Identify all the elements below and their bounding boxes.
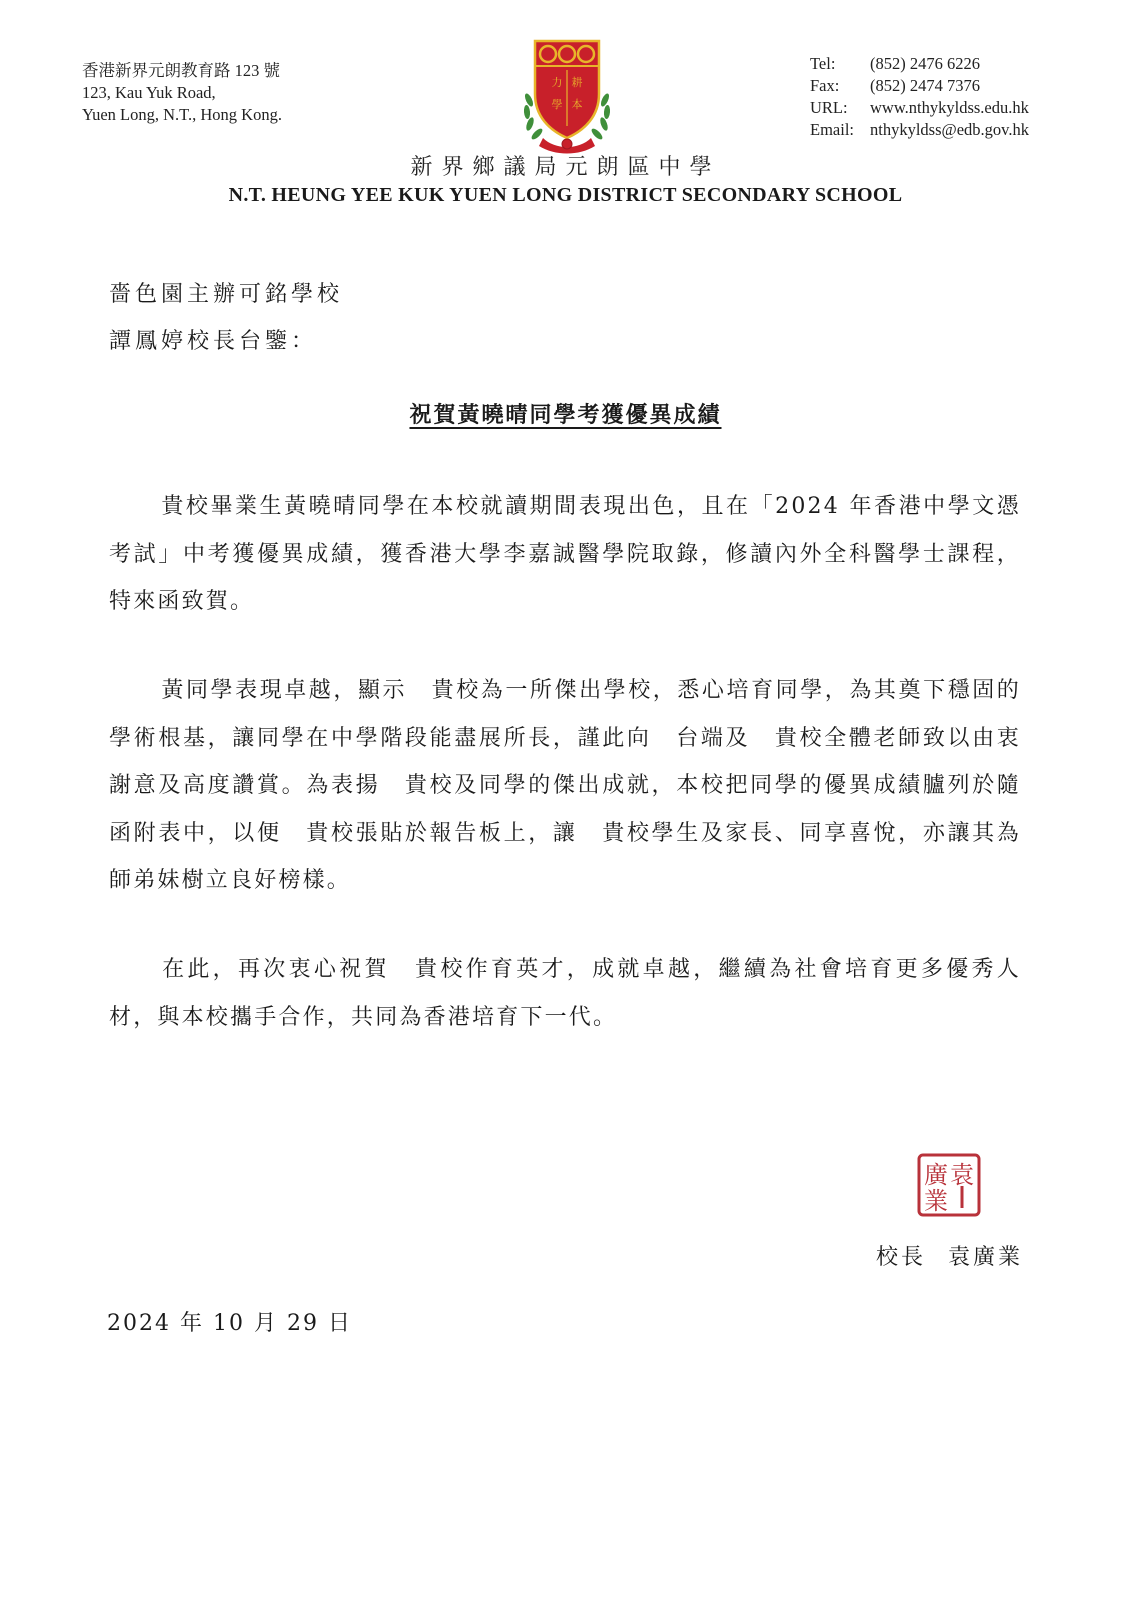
address-english-line-1: 123, Kau Yuk Road, — [82, 83, 216, 102]
paragraph-1 — [109, 483, 1021, 626]
letter-date: 2024 年 10 月 29 日 — [107, 1311, 352, 1336]
contact-details — [810, 53, 1029, 141]
tel-label: Tel: — [810, 54, 836, 73]
svg-text:袁: 袁 — [950, 1161, 974, 1189]
school-name-english: N.T. HEUNG YEE KUK YUEN LONG DISTRICT SECONDARY SCHOOL — [228, 184, 903, 206]
address-chinese: 香港新界元朗教育路 123 號 — [82, 61, 280, 80]
svg-text:耕: 耕 — [571, 76, 583, 89]
address-english-line-2: Yuen Long, N.T., Hong Kong. — [82, 105, 282, 124]
signer-name: 袁廣業 — [947, 1245, 1023, 1270]
school-address — [82, 60, 282, 126]
svg-text:廣: 廣 — [924, 1161, 948, 1189]
email-label: Email: — [810, 120, 854, 139]
svg-text:學: 學 — [551, 98, 563, 111]
contact-row-tel — [810, 53, 1029, 75]
paragraph-2 — [109, 667, 1021, 905]
salutation: 譚鳳婷校長台鑒： — [109, 329, 318, 354]
signer-title: 校長 — [875, 1245, 926, 1270]
school-name-chinese: 新界鄉議局元朗區中學 — [410, 155, 721, 180]
school-crest-logo — [515, 38, 619, 154]
paragraph-2-text: 黃同學表現卓越，顯示 貴校為一所傑出學校，悉心培育同學，為其奠下穩固的學術根基，讓同學在中學階段能盡展所長，謹此向 台端及 貴校全體老師致以由衷謝意及高度讚賞。為表揚 貴校及同學的傑出成就，本校把同學的優異成績臚列於隨函附表中，以便 貴校張貼於報告板上，讓 貴校學生及家長、同享喜悅，亦讓其為師弟妹樹立良好榜樣。 — [109, 678, 1021, 893]
url-value: www.nthykyldss.edu.hk — [870, 98, 1029, 117]
svg-text:本: 本 — [571, 98, 583, 111]
fax-value: (852) 2474 7376 — [870, 76, 980, 95]
principal-seal-stamp — [916, 1152, 982, 1218]
paragraph-3 — [109, 946, 1021, 1041]
contact-row-fax — [810, 75, 1029, 97]
contact-row-email — [810, 119, 1029, 141]
svg-text:力: 力 — [551, 76, 563, 89]
fax-label: Fax: — [810, 76, 840, 95]
tel-value: (852) 2476 6226 — [870, 54, 980, 73]
paragraph-3-text: 在此，再次衷心祝賀 貴校作育英才，成就卓越，繼續為社會培育更多優秀人材，與本校攜手合作，共同為香港培育下一代。 — [109, 957, 1021, 1030]
letter-subject: 祝賀黃曉晴同學考獲優異成績 — [409, 402, 722, 428]
email-value: nthykyldss@edb.gov.hk — [870, 120, 1029, 139]
url-label: URL: — [810, 98, 848, 117]
recipient: 嗇色園主辦可銘學校 — [109, 282, 344, 307]
paragraph-1-text: 貴校畢業生黃曉晴同學在本校就讀期間表現出色，且在「2024 年香港中學文憑考試」中考獲優異成績，獲香港大學李嘉誠醫學院取錄，修讀內外全科醫學士課程，特來函致賀。 — [109, 494, 1021, 614]
signature-line — [876, 1240, 1023, 1271]
contact-row-url — [810, 97, 1029, 119]
svg-text:業: 業 — [924, 1187, 948, 1215]
